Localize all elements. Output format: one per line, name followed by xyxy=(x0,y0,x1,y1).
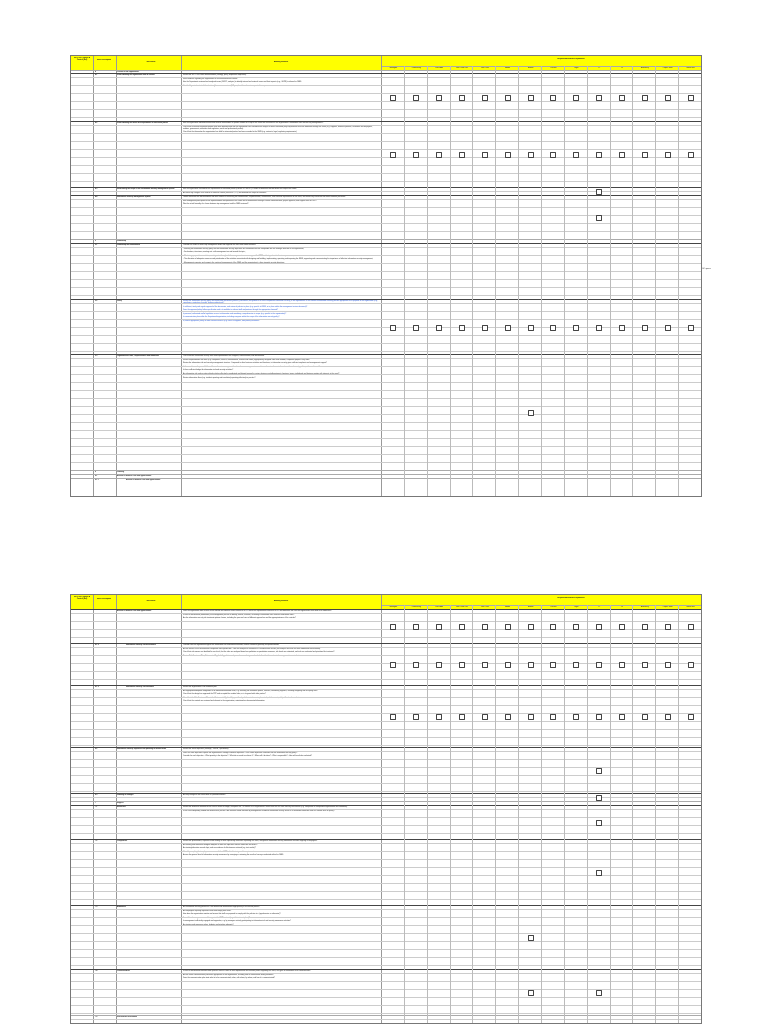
department-checkbox[interactable] xyxy=(619,152,625,158)
department-header: Outsourcing xyxy=(404,606,428,609)
section-number: 6.3 xyxy=(95,793,98,796)
section-number: 6 xyxy=(95,470,96,473)
department-checkbox[interactable] xyxy=(390,325,396,331)
department-checkbox[interactable] xyxy=(596,152,602,158)
department-checkbox[interactable] xyxy=(550,325,556,331)
department-checkbox[interactable] xyxy=(642,662,648,668)
department-checkbox[interactable] xyxy=(596,990,602,996)
header-responsible-department: Responsible/Relevant Department xyxy=(557,597,585,599)
department-checkbox[interactable] xyxy=(596,795,602,801)
department-checkbox[interactable] xyxy=(665,325,671,331)
audit-method-text: Check whether information security roles and responsibilities are assigned, communicated, and documented. Review responsibilities and roles (e.g. compliance, metrics, authorisations, reviews and audits) appropriately assigned? Are there suitable, competent people in key roles? Review the information risk and security management structure. Compared to other business activities and functions, is information security given sufficient emphasis and management support? Is there evidence of a powerful / formal form of senior management level such as a management committee or forum to discuss information risk and security policies, risks and issues? Is there sufficient budget for information risk and security activities? Are information risk and security-related activities effectively coordinated and aligned among the various business units/departments (systems, teams, individuals and business parties with interests in the area)? Review information flows (e.g. incident reporting and escalation) operating effectively in practice? xyxy=(183,355,340,379)
department-checkbox[interactable] xyxy=(619,95,625,101)
section-title: Communication xyxy=(117,969,130,972)
department-checkbox[interactable] xyxy=(482,662,488,668)
department-checkbox[interactable] xyxy=(596,768,602,774)
department-header: Proper. State xyxy=(655,67,679,70)
section-title: Planning of changes xyxy=(117,793,134,796)
section-number: 4.4 xyxy=(95,195,98,198)
department-checkbox[interactable] xyxy=(436,662,442,668)
department-header: Plan. Adm xyxy=(427,67,451,70)
department-checkbox[interactable] xyxy=(505,624,511,630)
department-checkbox[interactable] xyxy=(550,662,556,668)
audit-method-text: Consider how the organisation applies the information risk assessment methods, whether related to generally accepted methods. Are the results of risk assessments comparable and reproducible? Look for examples of anomalies or counterintuitive results (for example risks that are never addressed and reviewed). Check that risk owners are identified for each risk, that the risks are analysed based on qualitative or quantitative measures, risk levels are estimated, and risks are evaluated and prioritized for treatment? Review Risk Treatment Plan, Statement of Applicability, policies and procedures are being used and whether the information risk management is carried out. xyxy=(183,644,335,657)
department-checkbox[interactable] xyxy=(436,714,442,720)
department-checkbox[interactable] xyxy=(688,714,694,720)
section-title: Policy xyxy=(117,299,122,302)
department-checkbox[interactable] xyxy=(688,95,694,101)
section-number: 7.3 xyxy=(95,905,98,908)
department-header: Human xyxy=(518,67,542,70)
department-checkbox[interactable] xyxy=(528,624,534,630)
section-title: Leadership and commitment xyxy=(117,243,140,246)
section-title: Resources xyxy=(117,805,126,808)
department-header: Assistsncy xyxy=(632,67,656,70)
section-title: Information security objectives and planning to achieve them xyxy=(117,747,167,750)
audit-method-text: Review the information security policy and associated documents (policies, procedures, and guidance on how to implement information security) in the organization. Is the content of information security policies appropriate to the purpose of the organization (e.g., compliance, protection of assets, business objectives)? Is sufficient, timely and regular approval of the documents, and review of policies in place (e.g. specific to ISMS, or in place within the management review document)? Does the approved policy follow specification and is it available to relevant staff and partners through the appropriate channels? Is personal, authorised and/or legislative access to information and mandatory, comprehensive in scope (e.g. specific to the organisation)? Is communication plan within the Department/organization, including everyone within the scope of the information security policy? Is, where appropriate, policy of other relevant services (e.g. users of suppliers, third parties) reviewed? xyxy=(183,300,378,322)
section-number: 5.1 xyxy=(95,243,98,246)
department-checkbox[interactable] xyxy=(596,820,602,826)
department-checkbox[interactable] xyxy=(665,152,671,158)
department-checkbox[interactable] xyxy=(596,714,602,720)
audit-method-text: Review the resources allocated to the ISMS in terms of budget, manpower etc., in relation to the organisation's stated aims for the ISMS and any benchmarks (e.g. comparison to comparable organisations and standards). Is the ISMS adequately funded and resourced in practice? Are sufficient funds allocated by management to address information security issues in a reasonable timeframe and to a suitable level of quality? xyxy=(183,806,348,812)
department-checkbox[interactable] xyxy=(459,714,465,720)
section-number: 6.1.1 xyxy=(95,478,99,481)
section-title: Organizational roles, responsibilities and authorities xyxy=(117,354,160,357)
department-checkbox[interactable] xyxy=(436,624,442,630)
department-checkbox[interactable] xyxy=(688,152,694,158)
section-number: 6.1.3 xyxy=(95,685,99,688)
department-checkbox[interactable] xyxy=(528,714,534,720)
department-header: I.T. xyxy=(587,606,611,609)
department-checkbox[interactable] xyxy=(596,95,602,101)
department-checkbox[interactable] xyxy=(505,662,511,668)
department-checkbox[interactable] xyxy=(665,95,671,101)
header-auditing-methods: Auditing methods xyxy=(273,61,289,63)
department-checkbox[interactable] xyxy=(642,624,648,630)
department-checkbox[interactable] xyxy=(573,714,579,720)
department-header: Human xyxy=(518,606,542,609)
department-header: Process xyxy=(541,67,565,70)
section-title: Documented information xyxy=(117,1015,137,1018)
department-header: Social Sect xyxy=(678,67,701,70)
department-checkbox[interactable] xyxy=(550,95,556,101)
department-header: Managem xyxy=(381,606,405,609)
header-ref: ISO 27001 / Annex A Control (Ref) xyxy=(73,596,91,600)
department-checkbox[interactable] xyxy=(688,624,694,630)
audit-method-text: Consider the extent to which top management leads and supports the ISMS and related activities: - ensuring the information security policy and the information security objectives are established and are compatible with the strategic direction of the organisation; - Declarations, interviews, meetings etc. with management on and around the topic; - Monitoring, proper documentation, meetings etc. through which management resources support the ISMS and integration into business processes; - The allocation of adequate resources and prioritisation of the activities associated with designing and building, implementing, operating and improving the ISMS; supporting and communicating the importance of effective information security management; - Management promotes and supports the continual improvement of the ISMS and the organisation's culture towards security objectives. xyxy=(183,244,373,264)
department-checkbox[interactable] xyxy=(482,325,488,331)
department-header: Plan. Cont xyxy=(472,606,496,609)
department-header: Assistsncy xyxy=(632,606,656,609)
department-header: Social Sect xyxy=(678,606,701,609)
section-title: Planning xyxy=(117,470,125,473)
department-header: I.T. xyxy=(587,67,611,70)
department-header: IS xyxy=(610,67,634,70)
department-checkbox[interactable] xyxy=(619,662,625,668)
section-title: Information Security Management System xyxy=(117,195,151,198)
department-checkbox[interactable] xyxy=(505,325,511,331)
department-checkbox[interactable] xyxy=(573,662,579,668)
department-header: Process xyxy=(541,606,565,609)
section-number: 6.2 xyxy=(95,747,98,750)
header-subclause: Sub-clause xyxy=(146,61,156,63)
department-checkbox[interactable] xyxy=(459,325,465,331)
department-checkbox[interactable] xyxy=(665,662,671,668)
department-checkbox[interactable] xyxy=(390,662,396,668)
department-checkbox[interactable] xyxy=(528,95,534,101)
header-subclause: Sub-clause xyxy=(146,600,156,602)
department-header: Plan. Adm xyxy=(427,606,451,609)
department-checkbox[interactable] xyxy=(573,624,579,630)
department-checkbox[interactable] xyxy=(665,624,671,630)
department-checkbox[interactable] xyxy=(482,152,488,158)
department-checkbox[interactable] xyxy=(390,95,396,101)
audit-method-text: Has the organisation identified internal and external stakeholders or parties outside the scope of the ISMS with an interest in the organisation's information risks and security arrangements? Check that all relevant interested parties have been identified and that the organisation has considered an analysis of which interested party requirements must be addressed through the ISMS (e.g. suppliers, business partners, customers and employees, auditors, government, authorities and regulators, social and professional parties). Check that the information the organisation has held for interested parties has been recorded in the ISMS (e.g. contracts, legal, regulatory requirements). xyxy=(183,122,373,134)
section-title: Understanding the needs and expectations of interested parties xyxy=(117,121,169,124)
department-checkbox[interactable] xyxy=(596,215,602,221)
department-checkbox[interactable] xyxy=(482,714,488,720)
department-checkbox[interactable] xyxy=(459,95,465,101)
department-checkbox[interactable] xyxy=(482,624,488,630)
section-title: Information security risk treatment xyxy=(126,685,154,688)
section-number: 6.1.2 xyxy=(95,643,99,646)
department-checkbox[interactable] xyxy=(482,95,488,101)
department-checkbox[interactable] xyxy=(550,624,556,630)
department-checkbox[interactable] xyxy=(413,152,419,158)
header-short-description: Short Description xyxy=(96,59,112,61)
department-checkbox[interactable] xyxy=(596,325,602,331)
department-checkbox[interactable] xyxy=(550,714,556,720)
section-title: Determining the scope of the Information Security Management System xyxy=(117,187,175,190)
department-header: Admin xyxy=(495,606,519,609)
section-number: 4.1 xyxy=(95,73,98,76)
section-title: Information security risk assessment xyxy=(126,643,156,646)
audit-method-text: Has the organisation considered the requirements of interested parties (clauses 4.1 and 4.2) in order to determine and document the scope of the ISMS? Are there any changes in the internal or external context (clauses 4.1, 4.2) that demand the scope be reviewed? xyxy=(183,188,298,194)
audit-sheet-page-2 xyxy=(70,594,702,1024)
audit-method-text: Are any changes in the ISMS done in a planned manner? xyxy=(183,794,226,796)
section-title: Actions to address risks and opportunities xyxy=(117,609,152,612)
section-number: 5.2 xyxy=(95,299,98,302)
department-checkbox[interactable] xyxy=(528,662,534,668)
section-number: 5 xyxy=(95,239,96,242)
department-checkbox[interactable] xyxy=(642,152,648,158)
audit-method-text: Are information security policies etc. well written and disseminated appropriately to all relevant parties? Are employees explicitly required to read and comply with them? How does the organisation monitor and ensure that staff are prepared to comply with the policies etc. (apprehensive or otherwise)? Are staff and managers aware of changes in the ISMS context (e.g. risk treatment plans)? Is management sufficiently engaged and supportive, e.g. by managers actively participating in information risk and security awareness activities? Are training and awareness plans, budgets and priorities adequate? xyxy=(183,906,291,926)
department-checkbox[interactable] xyxy=(550,152,556,158)
department-checkbox[interactable] xyxy=(390,624,396,630)
department-header: Plan. Cont xyxy=(472,67,496,70)
department-checkbox[interactable] xyxy=(436,325,442,331)
section-number: 4.2 xyxy=(95,121,98,124)
audit-method-text: Review the organisation's risk treatment plan. Are appropriate/adequate safeguards for all identified information risks, e.g. selecting risk treatment options, controls, considering suppliers, including mitigating and accepting risks? Check that the design has approved the RTP and accepted the residual risks, or is it agreed with other parties? Check that the Risk Treatment Plan in the Statement of Applicability specifies by which controls are implemented, which are not, with justification for exclusions. Check that the controls are reviewed and relevant to the organisation, maintained as documented information. xyxy=(183,686,318,703)
section-number xyxy=(95,610,115,613)
department-checkbox[interactable] xyxy=(596,870,602,876)
section-number: 7.4 xyxy=(95,969,98,972)
department-checkbox[interactable] xyxy=(573,325,579,331)
department-header: Plan. Cons Prec xyxy=(450,67,474,70)
header-ref: ISO 27001 / Annex A Control (Ref) xyxy=(73,57,91,61)
section-number: 7.2 xyxy=(95,839,98,842)
department-checkbox[interactable] xyxy=(528,935,534,941)
department-checkbox[interactable] xyxy=(390,714,396,720)
section-title: Awareness xyxy=(117,905,126,908)
department-checkbox[interactable] xyxy=(573,95,579,101)
section-title: Actions to address risks and opportunities xyxy=(117,474,152,477)
department-checkbox[interactable] xyxy=(436,95,442,101)
department-checkbox[interactable] xyxy=(642,95,648,101)
department-header: Legal xyxy=(564,67,588,70)
section-number: 5.3 xyxy=(95,354,98,357)
department-checkbox[interactable] xyxy=(528,990,534,996)
department-checkbox[interactable] xyxy=(642,325,648,331)
department-checkbox[interactable] xyxy=(528,325,534,331)
audit-method-text: Review the ISO 27001/ISMS documentation (strategy, policy, department objectives). Seek evidence regarding the organisation of the internal/external context. Has the Department reviewed and analysed issues (SWOT, analysis) to identify internal and external issues and their impacts (e.g., GDPR) to inform the ISMS. Has the Organisation tested the situation (please use a reviewer)? If yes, how it has been incorporated in scope. xyxy=(183,74,302,87)
department-header: Legal xyxy=(564,606,588,609)
side-note: OC specs xyxy=(702,268,711,270)
department-checkbox[interactable] xyxy=(528,410,534,416)
department-checkbox[interactable] xyxy=(688,325,694,331)
department-checkbox[interactable] xyxy=(619,325,625,331)
department-checkbox[interactable] xyxy=(596,624,602,630)
section-title: Understanding the organization and its context xyxy=(117,73,155,76)
department-checkbox[interactable] xyxy=(619,624,625,630)
audit-method-text: Review the ISMS objectives (Strategic, Tactical, Operational). Does the ISMS objectives capture the organisation's strategic business objectives? Is the ISMS objectives consistent with the information security policy? Consider for each objective: - What quantity is the objective? - What do we need to achieve it? - When will it be done? - Who is responsible? - How will results be evaluated? xyxy=(183,748,312,758)
department-checkbox[interactable] xyxy=(619,714,625,720)
department-checkbox[interactable] xyxy=(573,152,579,158)
section-title: Context of the organization xyxy=(117,70,139,73)
section-number: 7.1 xyxy=(95,805,98,808)
section-number: 7 xyxy=(95,801,96,804)
department-checkbox[interactable] xyxy=(505,152,511,158)
section-title: Leadership xyxy=(117,239,127,242)
department-header: Admin xyxy=(495,67,519,70)
audit-method-text: Obtain and review the documentation and other evidence concerning the establishment, implementation, maintenance, and continual improvement of the ISMS, and review any interaction with other business processes. Has management participated in the implementation and operation of the ISMS and its maintenance through a formal communication, project approval, and support from the CEO? Was the actual formality of a clause between top management and the ISMS reviewed? xyxy=(183,196,346,206)
department-checkbox[interactable] xyxy=(505,95,511,101)
header-short-description: Short Description xyxy=(96,598,112,600)
department-checkbox[interactable] xyxy=(413,325,419,331)
department-checkbox[interactable] xyxy=(596,662,602,668)
section-title: Competence xyxy=(117,839,128,842)
department-checkbox[interactable] xyxy=(459,152,465,158)
header-auditing-methods: Auditing methods xyxy=(273,600,289,602)
department-checkbox[interactable] xyxy=(459,624,465,630)
department-checkbox[interactable] xyxy=(413,662,419,668)
department-checkbox[interactable] xyxy=(642,714,648,720)
header-responsible-department: Responsible/Relevant Department xyxy=(557,58,585,60)
department-checkbox[interactable] xyxy=(459,662,465,668)
audit-method-text: Is there a documented communication process from the ISMS to other departments and relevant parties regarding the ISMS, the types of information to be communicated? Are the ISMS communication processes appropriate for the organisation, including how to communicate during incidents? Does the communication plan state what is to be communicated, when, with whom, by whom, and how it is communicated? xyxy=(183,970,311,980)
department-checkbox[interactable] xyxy=(505,714,511,720)
department-checkbox[interactable] xyxy=(665,714,671,720)
department-header: Outsourcing xyxy=(404,67,428,70)
department-checkbox[interactable] xyxy=(596,189,602,195)
department-header: Proper. State xyxy=(655,606,679,609)
audit-method-text: Does the organisation take account of the internal and external issues referred to in 4.1 and of the requirements referred to in 4.2 and determine the risks and opportunities that need to be addressed? Is there a documented (information) risk management process to identify, assess, evaluate, according to information risks and treat information risks? Are the information security risk treatment options chosen, including the pros and cons of different approaches and the appropriateness of the controls? xyxy=(183,610,332,620)
department-checkbox[interactable] xyxy=(413,714,419,720)
section-number: 4 xyxy=(95,70,96,73)
audit-sheet-page-1 xyxy=(70,55,702,497)
department-checkbox[interactable] xyxy=(413,624,419,630)
department-checkbox[interactable] xyxy=(688,662,694,668)
department-checkbox[interactable] xyxy=(436,152,442,158)
section-number: 7.5 xyxy=(95,1015,98,1018)
department-checkbox[interactable] xyxy=(390,152,396,158)
department-header: IS xyxy=(610,606,634,609)
audit-method-text: Review the qualifications, experience and training of those specifically involved in operating the ISMS, and general information security awareness activities targeting all employees. Are training and awareness budgets adequate to meet the objectives and the timescale and reflect? Are training/education records kept, and are evidence of effectiveness retained (e.g. test results)? Check by sampling that employees are aware of their ISMS-related training and its requirements. Assess the general level of information security awareness by surveying or reviewing the results of surveys conducted within the ISMS. xyxy=(183,840,318,857)
department-header: Plan. Cons Prec xyxy=(450,606,474,609)
section-title: Support xyxy=(117,801,124,804)
section-number: 4.3 xyxy=(95,187,98,190)
department-checkbox[interactable] xyxy=(528,152,534,158)
section-number: 6.1 xyxy=(95,474,98,477)
department-header: Managem xyxy=(381,67,405,70)
section-title: Actions to address risks and opportunities xyxy=(126,478,161,481)
department-checkbox[interactable] xyxy=(413,95,419,101)
